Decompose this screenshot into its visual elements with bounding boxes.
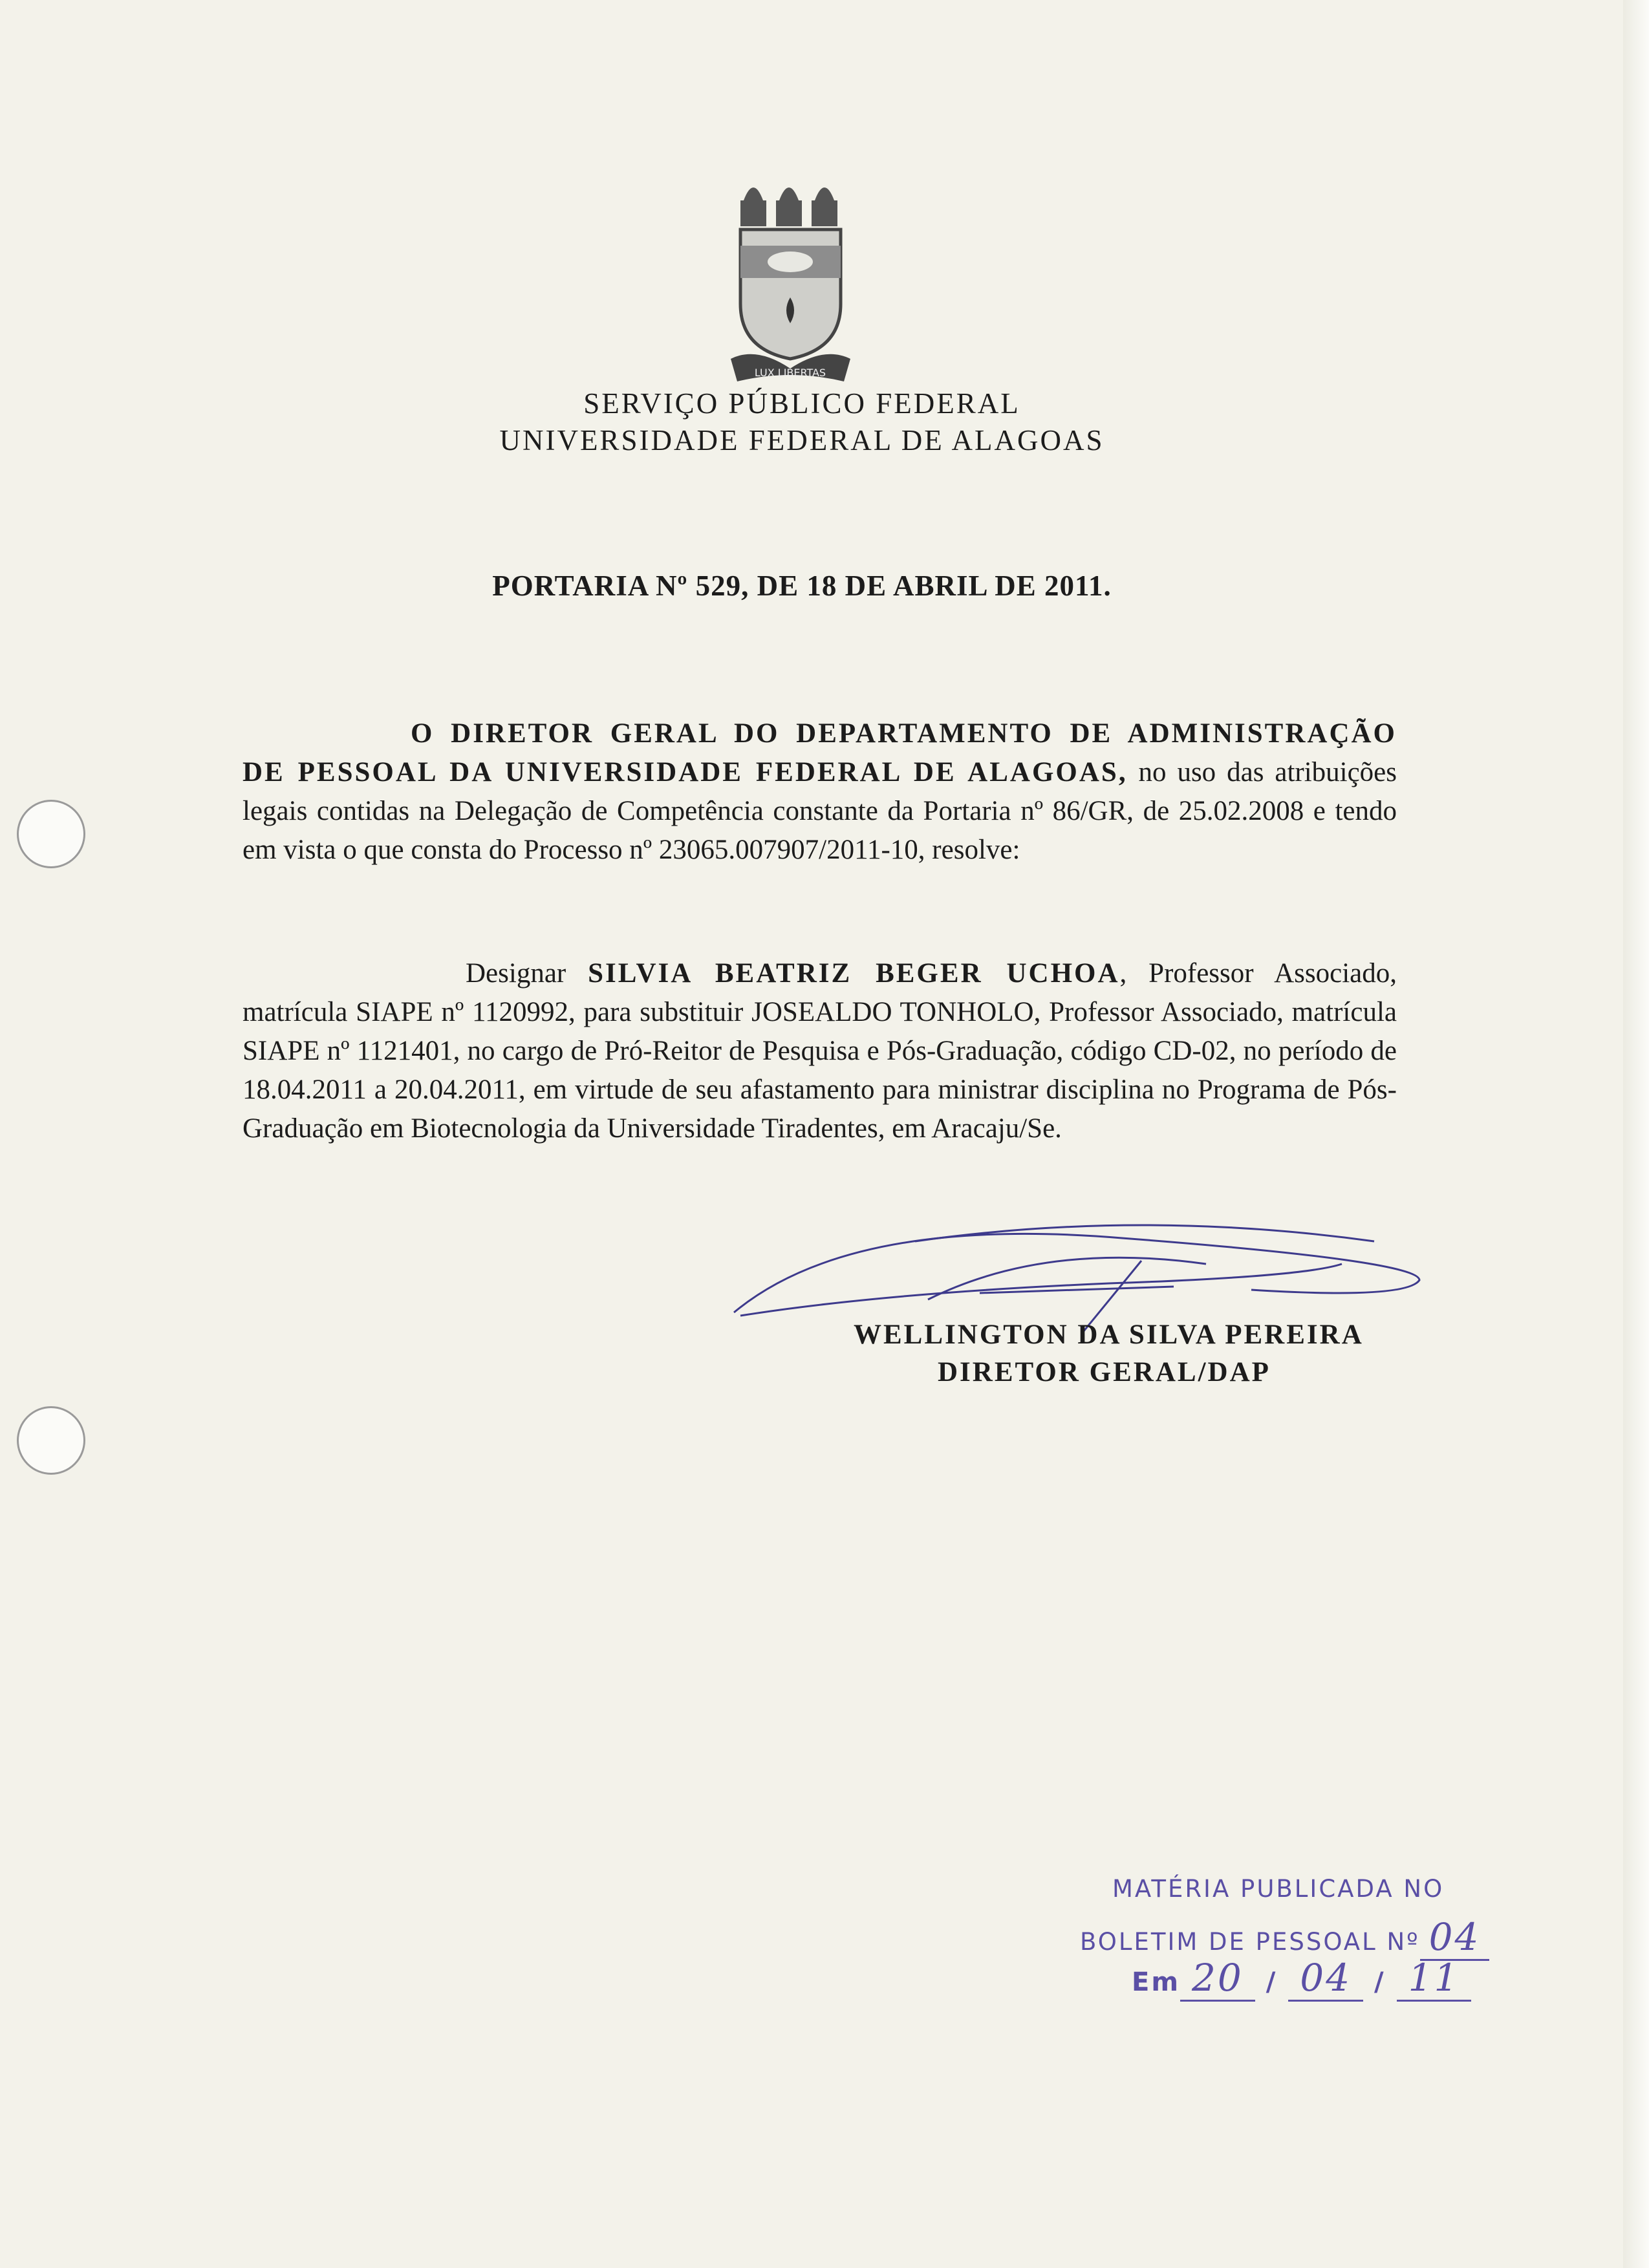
stamp-date: Em 20 / 04 / 11 — [1132, 1956, 1471, 2000]
punch-hole-top — [17, 800, 85, 868]
preamble-bold-lead: O DIRETOR GERAL DO DEPARTAMENTO DE ADMINISTRAÇÃO DE PESSOAL DA UNIVERSIDADE FEDERAL DE ALAGOAS, — [242, 718, 1397, 787]
document-title: PORTARIA Nº 529, DE 18 DE ABRIL DE 2011. — [492, 570, 1112, 602]
signatory-role: DIRETOR GERAL/DAP — [938, 1357, 1271, 1387]
resolution-verb: Designar — [466, 958, 588, 989]
header-line-1: SERVIÇO PÚBLICO FEDERAL — [583, 387, 1020, 420]
paragraph-resolution — [242, 954, 1397, 1148]
signatory-name: WELLINGTON DA SILVA PEREIRA — [854, 1320, 1364, 1350]
resolution-text: , Professor Associado, matrícula SIAPE nº 1120992, para substituir JOSEALDO TONHOLO, Professor Associado, matrícula SIAPE nº 1121401, no cargo de Pró-Reitor de Pesquisa e Pós-Graduação, código CD-02, no período de 18.04.2011 a 20.04.2011, em virtude de seu afastamento para ministrar disciplina no Programa de Pós-Graduação em Biotecnologia da Universidade Tiradentes, em Aracaju/Se. — [242, 958, 1397, 1144]
preamble-text: no uso das atribuições legais contidas na Delegação de Competência constante da Portaria nº 86/GR, de 25.02.2008 e tendo em vista o que consta do Processo nº 23065.007907/2011-10, resolve: — [242, 757, 1397, 865]
stamp-line-2 — [1080, 1915, 1489, 1959]
stamp-bulletin-label: BOLETIM DE PESSOAL Nº — [1080, 1928, 1420, 1956]
page-edge — [1623, 0, 1649, 2268]
stamp-month: 04 — [1288, 1956, 1363, 2002]
crest-motto: LUX LIBERTAS — [754, 367, 826, 379]
stamp-line-1: MATÉRIA PUBLICADA NO — [1112, 1875, 1445, 1903]
stamp-bulletin-number: 04 — [1420, 1915, 1490, 1961]
header-line-2: UNIVERSIDADE FEDERAL DE ALAGOAS — [499, 424, 1105, 456]
stamp-date-label: Em — [1132, 1967, 1181, 1997]
designee-name: SILVIA BEATRIZ BEGER UCHOA — [588, 958, 1120, 989]
paragraph-preamble — [242, 714, 1397, 870]
university-crest-icon — [731, 175, 860, 388]
stamp-day: 20 — [1180, 1956, 1255, 2002]
punch-hole-bottom — [17, 1406, 85, 1475]
stamp-year: 11 — [1397, 1956, 1472, 2002]
handwritten-signature-icon — [721, 1203, 1432, 1332]
publication-stamp — [1067, 1862, 1533, 2004]
